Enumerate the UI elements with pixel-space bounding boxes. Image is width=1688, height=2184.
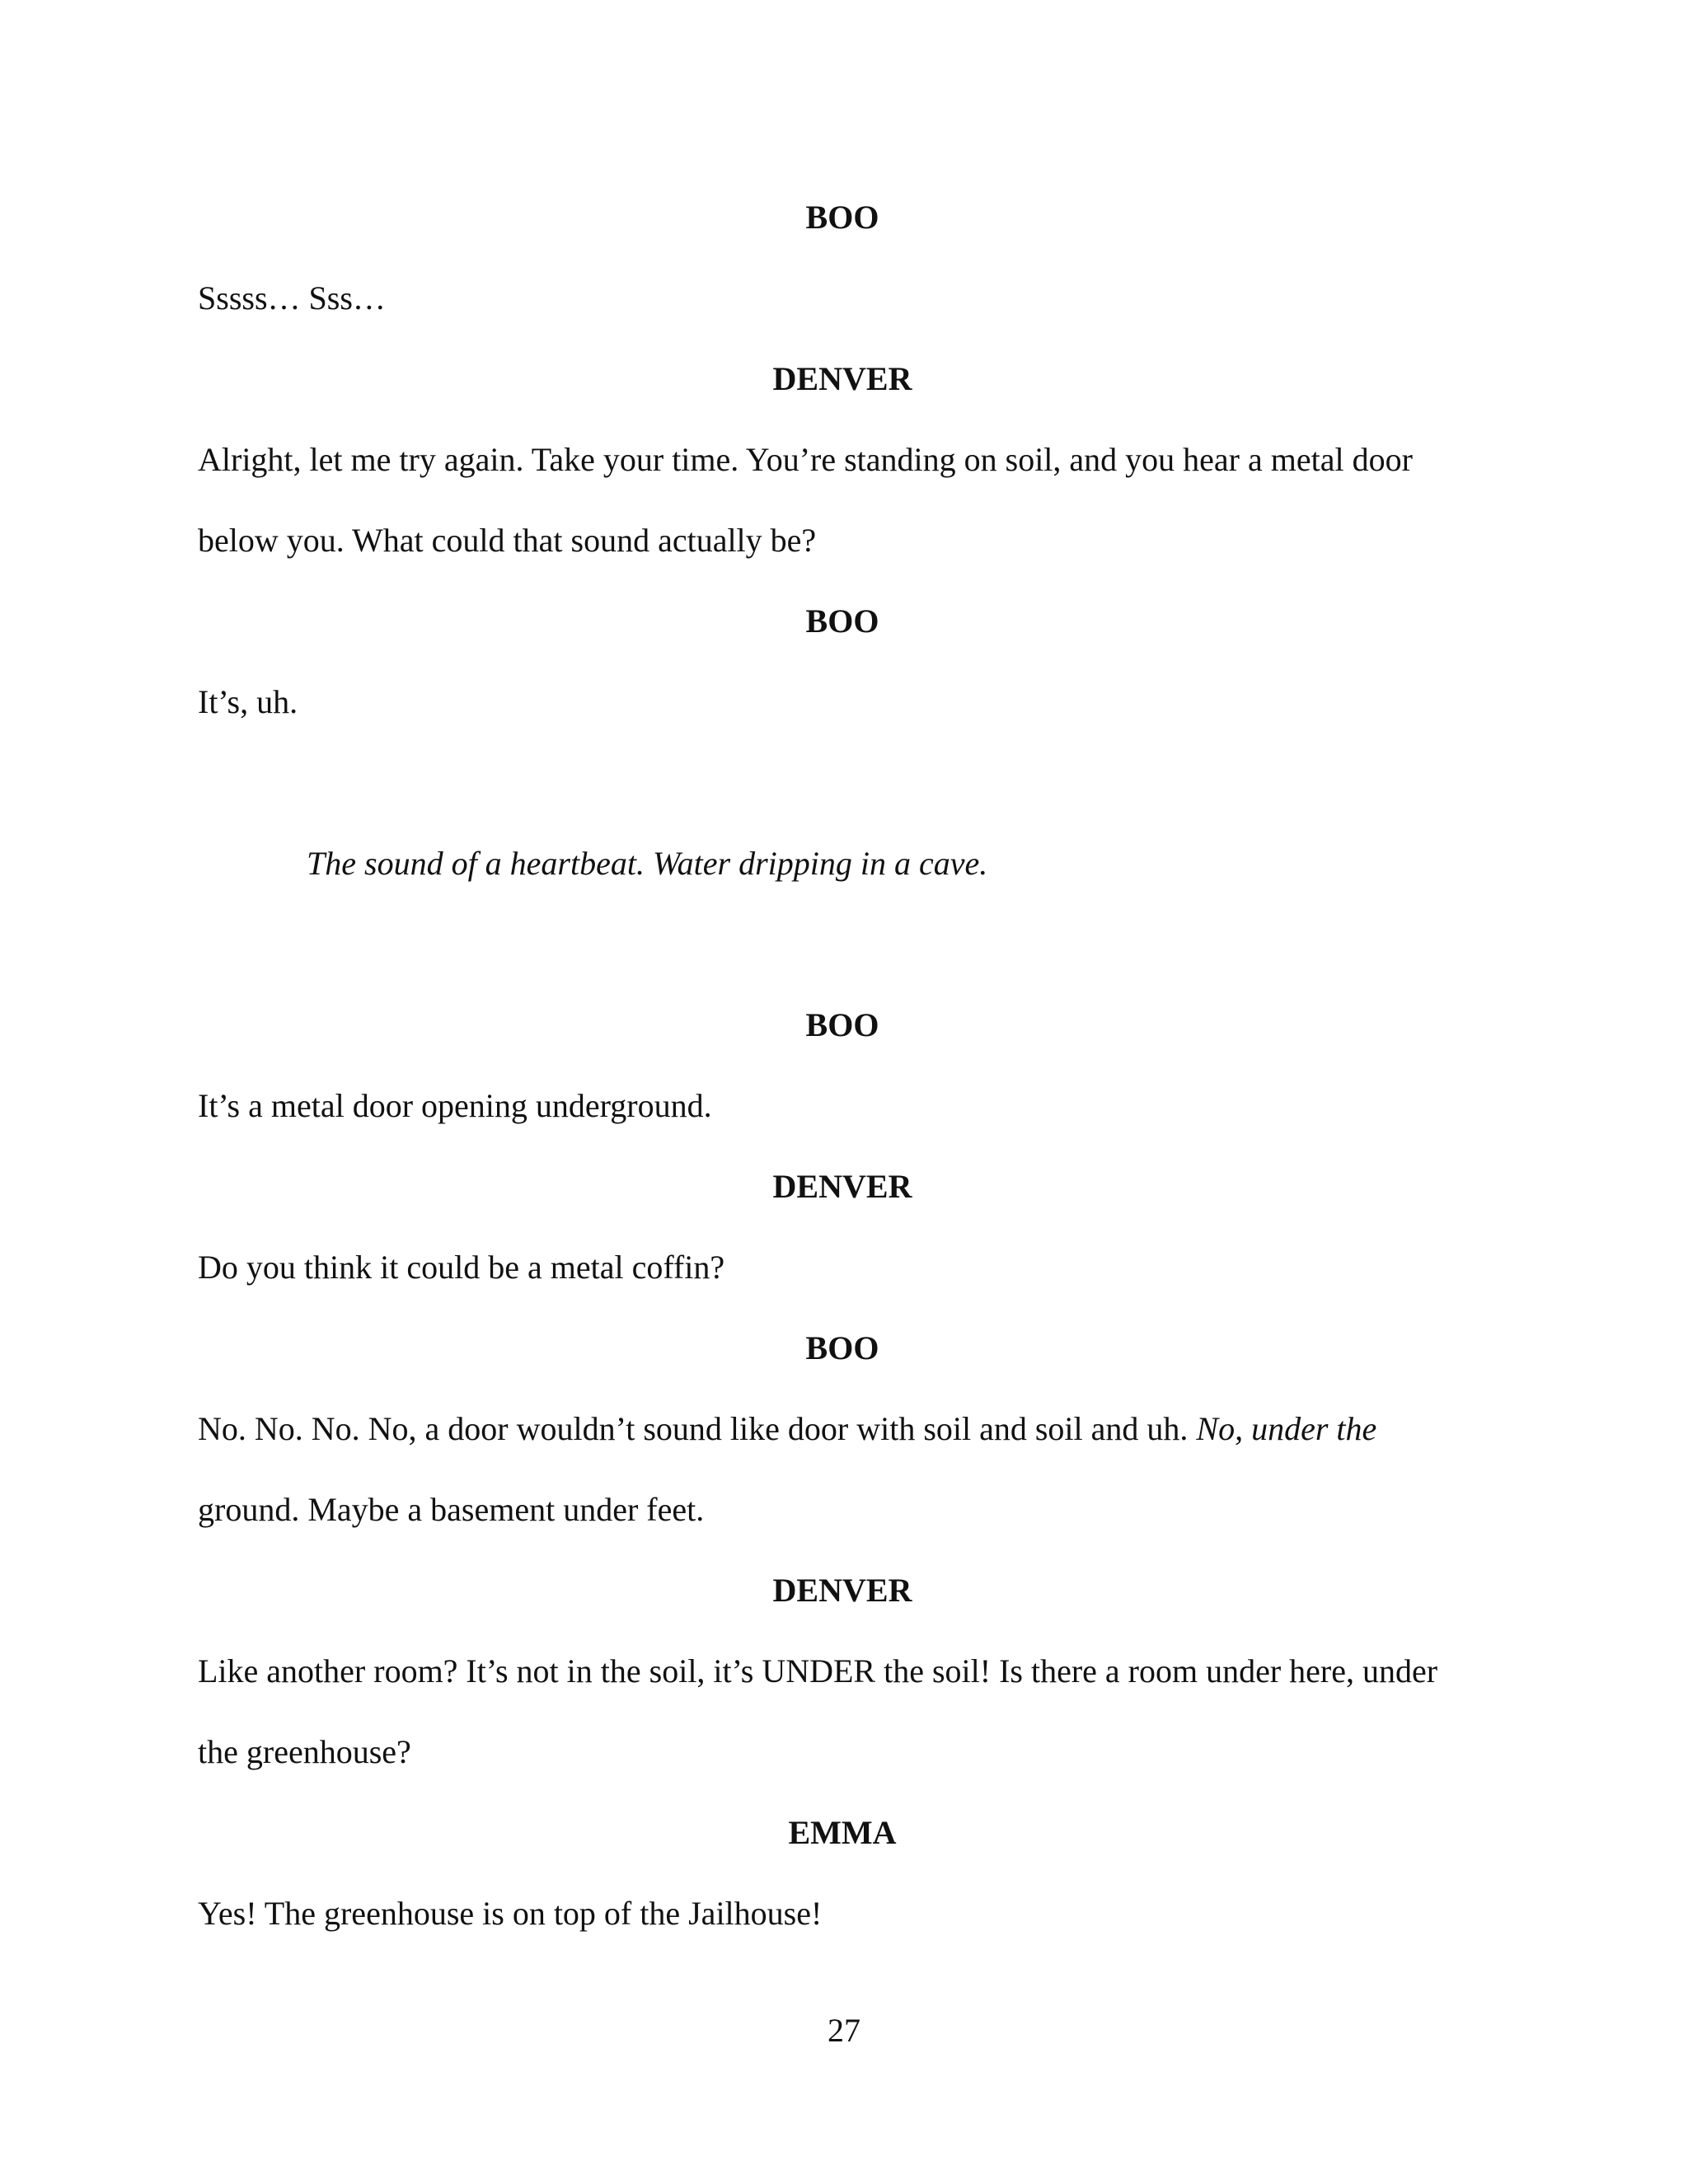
speaker-name: BOO bbox=[805, 1006, 879, 1043]
dialogue-line: It’s a metal door opening underground. bbox=[198, 1087, 712, 1124]
stage-direction: The sound of a heartbeat. Water dripping in a cave. bbox=[307, 845, 988, 882]
dialogue-italic-text: No, under the bbox=[1196, 1410, 1377, 1447]
dialogue-line: Do you think it could be a metal coffin? bbox=[198, 1249, 725, 1286]
dialogue-line: Sssss… Sss… bbox=[198, 279, 386, 316]
page-number: 27 bbox=[828, 2012, 860, 2049]
speaker-name: DENVER bbox=[772, 1572, 912, 1609]
speaker-name: EMMA bbox=[788, 1814, 897, 1851]
speaker-name: DENVER bbox=[772, 360, 912, 397]
dialogue-line: Alright, let me try again. Take your time. You’re standing on soil, and you hear a metal door bbox=[198, 441, 1413, 478]
dialogue-line: the greenhouse? bbox=[198, 1733, 411, 1770]
speaker-name: BOO bbox=[805, 199, 879, 236]
dialogue-line: ground. Maybe a basement under feet. bbox=[198, 1491, 705, 1528]
speaker-name: DENVER bbox=[772, 1168, 912, 1205]
dialogue-line bbox=[198, 1406, 1484, 1452]
speaker-name: BOO bbox=[805, 602, 879, 640]
dialogue-line: Yes! The greenhouse is on top of the Jailhouse! bbox=[198, 1895, 823, 1932]
dialogue-line: Like another room? It’s not in the soil, it’s UNDER the soil! Is there a room under here, under bbox=[198, 1652, 1438, 1690]
dialogue-text: No. No. No. No, a door wouldn’t sound like door with soil and soil and uh. bbox=[198, 1410, 1189, 1447]
dialogue-line: below you. What could that sound actually be? bbox=[198, 522, 817, 559]
dialogue-line: It’s, uh. bbox=[198, 683, 298, 720]
speaker-name: BOO bbox=[805, 1329, 879, 1366]
